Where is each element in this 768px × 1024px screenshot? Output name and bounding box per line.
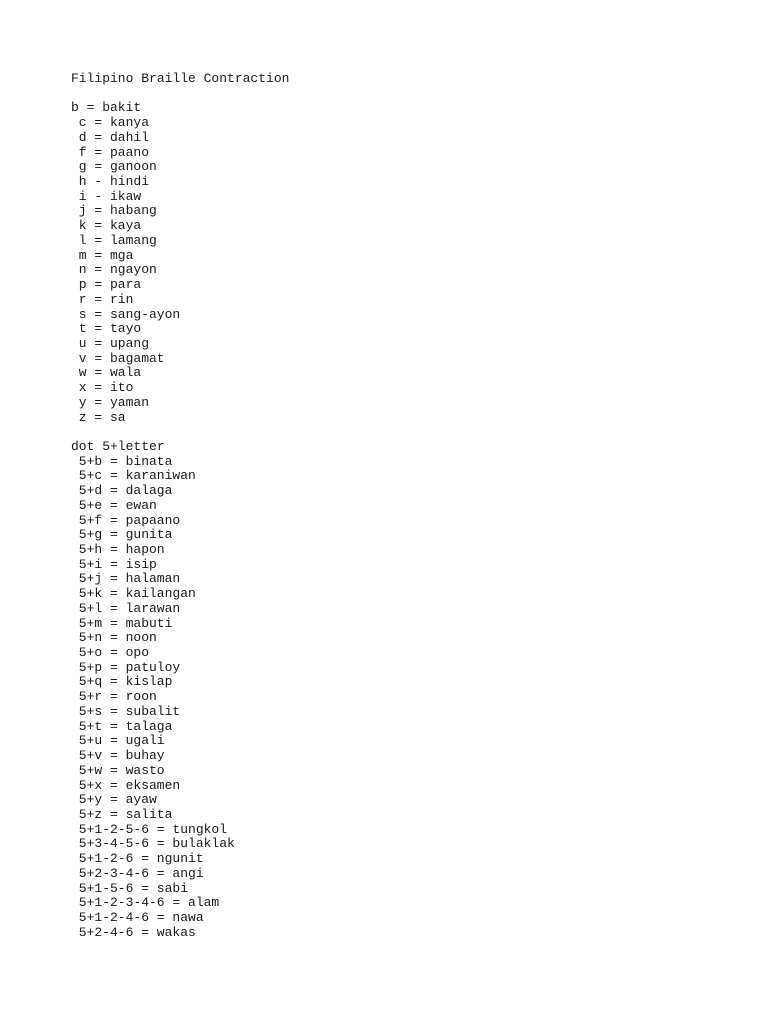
section-heading: dot 5+letter <box>71 438 165 454</box>
contraction-entry: i - ikaw <box>78 188 142 204</box>
contraction-entry: n = ngayon <box>78 262 157 278</box>
contraction-entry: y = yaman <box>78 394 150 410</box>
contraction-entry: 5+1-2-6 = ngunit <box>78 851 204 867</box>
document-title: Filipino Braille Contraction <box>71 71 290 86</box>
contraction-entry: s = sang-ayon <box>78 306 181 322</box>
contraction-entry: z = sa <box>78 409 126 425</box>
contraction-entry: 5+1-5-6 = sabi <box>78 880 189 896</box>
contraction-entry: 5+s = subalit <box>78 703 181 719</box>
contraction-entry: 5+n = noon <box>78 630 157 646</box>
contraction-entry: 5+x = eksamen <box>78 777 181 793</box>
contraction-entry: l = lamang <box>78 232 157 248</box>
contraction-entry: b = bakit <box>71 100 142 116</box>
contraction-entry: 5+1-2-5-6 = tungkol <box>78 821 228 837</box>
contraction-entry: c = kanya <box>78 115 150 131</box>
contraction-entry: 5+p = patuloy <box>78 659 181 675</box>
contraction-entry: 5+t = talaga <box>78 718 173 734</box>
contraction-entry: 5+v = buhay <box>78 748 165 764</box>
contraction-entry: v = bagamat <box>78 350 165 366</box>
contraction-entry: 5+w = wasto <box>78 762 165 778</box>
contraction-entry: 5+q = kislap <box>78 674 173 690</box>
contraction-entry: w = wala <box>78 365 142 381</box>
contraction-entry: 5+o = opo <box>78 645 150 661</box>
contraction-entry: k = kaya <box>78 218 142 234</box>
contraction-entry: 5+l = larawan <box>78 600 181 616</box>
contraction-entry: 5+1-2-3-4-6 = alam <box>78 895 220 911</box>
contraction-entry: 5+e = ewan <box>78 497 157 513</box>
contraction-entry: d = dahil <box>78 129 150 145</box>
contraction-entry: m = mga <box>78 247 134 263</box>
contraction-entry: 5+g = gunita <box>78 527 173 543</box>
contraction-entry: 5+z = salita <box>78 806 173 822</box>
spacer <box>71 87 751 102</box>
contraction-entry: h - hindi <box>78 174 150 190</box>
contraction-entry: 5+k = kailangan <box>78 586 196 602</box>
dot5-contractions-list <box>71 455 751 941</box>
contraction-entry: u = upang <box>78 335 150 351</box>
contraction-entry: 5+i = isip <box>78 556 157 572</box>
contraction-entry: 5+2-4-6 = wakas <box>78 924 196 940</box>
contraction-entry: 5+3-4-5-6 = bulaklak <box>78 836 235 852</box>
contraction-entry: f = paano <box>78 144 150 160</box>
contraction-entry: 5+u = ugali <box>78 733 165 749</box>
letter-contractions-section <box>71 101 751 425</box>
contraction-entry: 5+f = papaano <box>78 512 181 528</box>
contraction-entry: 5+y = ayaw <box>78 792 157 808</box>
contraction-entry: g = ganoon <box>78 159 157 175</box>
contraction-entry: 5+1-2-4-6 = nawa <box>78 909 204 925</box>
contraction-entry: x = ito <box>78 380 134 396</box>
contraction-entry: 5+j = halaman <box>78 571 181 587</box>
contraction-entry: 5+r = roon <box>78 689 157 705</box>
spacer <box>71 425 751 440</box>
dot5-contractions-section <box>71 440 751 940</box>
contraction-entry: 5+m = mabuti <box>78 615 173 631</box>
contraction-entry: t = tayo <box>78 321 142 337</box>
contraction-entry: j = habang <box>78 203 157 219</box>
document-page <box>71 72 751 940</box>
letter-contractions-list <box>71 116 751 425</box>
contraction-entry: 5+b = binata <box>78 453 173 469</box>
contraction-entry: r = rin <box>78 291 134 307</box>
contraction-entry: p = para <box>78 277 142 293</box>
contraction-entry: 5+c = karaniwan <box>78 468 196 484</box>
contraction-entry: 5+d = dalaga <box>78 483 173 499</box>
contraction-entry: 5+2-3-4-6 = angi <box>78 865 204 881</box>
contraction-entry: 5+h = hapon <box>78 542 165 557</box>
